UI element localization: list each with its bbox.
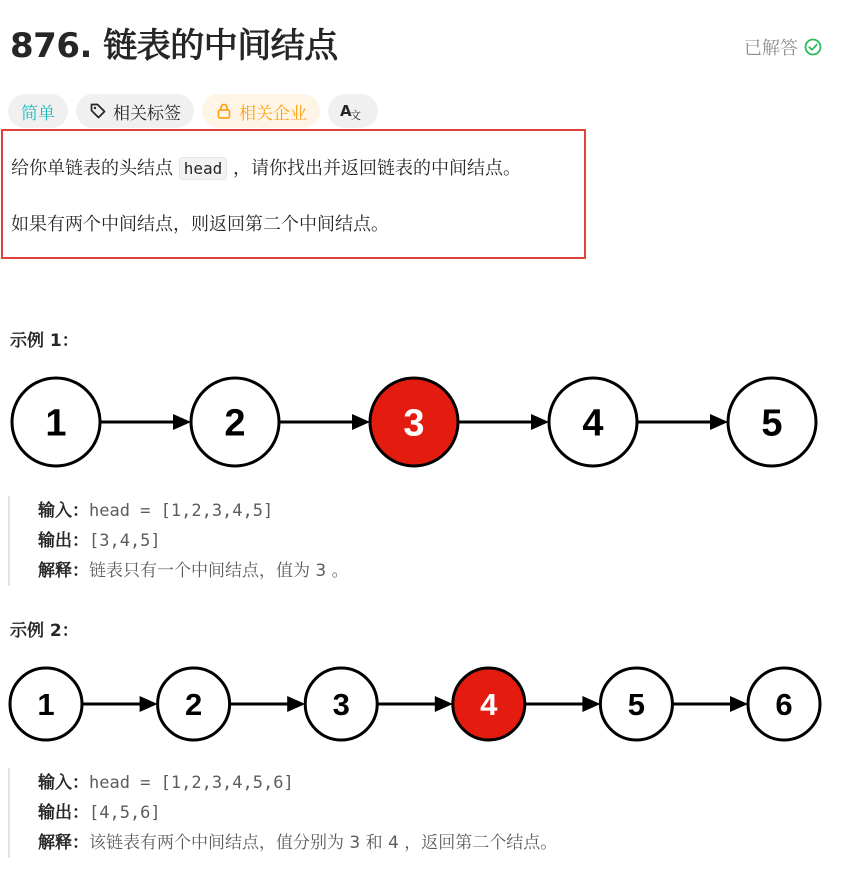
- arrow-head-icon: [287, 696, 305, 712]
- companies-tag-label: 相关企业: [239, 103, 307, 124]
- solved-label: 已解答: [744, 38, 798, 59]
- output-value: [3,4,5]: [89, 531, 161, 551]
- tag-icon: [89, 102, 107, 120]
- output-label: 输出：: [38, 531, 89, 551]
- description-text: ，请你找出并返回链表的中间结点。: [227, 158, 521, 179]
- list-node-value: 4: [582, 402, 604, 445]
- example-2-diagram: [0, 661, 842, 751]
- arrow-head-icon: [435, 696, 453, 712]
- list-node-value: 4: [480, 687, 498, 723]
- list-node-value: 5: [627, 687, 646, 723]
- difficulty-label: 简单: [21, 103, 55, 124]
- example-2-title: 示例 2：: [10, 621, 79, 641]
- svg-text:A: A: [340, 102, 352, 120]
- example-2-block: [8, 768, 557, 858]
- topics-tag-label: 相关标签: [113, 103, 181, 124]
- list-node-value: 3: [332, 687, 350, 723]
- tag-bar: [8, 94, 378, 128]
- output-label: 输出：: [38, 803, 89, 823]
- explain-value: 链表只有一个中间结点，值为 3 。: [89, 561, 349, 581]
- explain-label: 解释：: [38, 833, 89, 853]
- companies-tag-button[interactable]: [202, 94, 320, 128]
- input-value: head = [1,2,3,4,5]: [89, 501, 274, 521]
- svg-text:文: 文: [350, 109, 361, 121]
- description-paragraph-2: 如果有两个中间结点，则返回第二个中间结点。: [11, 214, 389, 235]
- output-value: [4,5,6]: [89, 803, 161, 823]
- list-node-value: 1: [45, 402, 67, 445]
- page-title: 876. 链表的中间结点: [10, 26, 338, 66]
- inline-code-head: head: [179, 157, 228, 180]
- explain-label: 解释：: [38, 561, 89, 581]
- list-node-value: 3: [403, 402, 425, 445]
- arrow-head-icon: [710, 414, 728, 430]
- example-1-title: 示例 1：: [10, 331, 79, 351]
- check-circle-icon: [804, 38, 822, 56]
- list-node-value: 2: [184, 687, 203, 723]
- list-node-value: 5: [761, 402, 783, 445]
- arrow-head-icon: [173, 414, 191, 430]
- solved-status: [744, 34, 822, 60]
- list-node-value: 1: [37, 687, 55, 723]
- input-label: 输入：: [38, 501, 89, 521]
- list-node-value: 6: [775, 687, 793, 723]
- description-text: 给你单链表的头结点: [11, 158, 179, 179]
- description-box: [1, 129, 586, 259]
- list-node-value: 2: [224, 402, 246, 445]
- translate-button[interactable]: [328, 94, 378, 128]
- topics-tag-button[interactable]: [76, 94, 194, 128]
- arrow-head-icon: [140, 696, 158, 712]
- translate-icon: [339, 101, 361, 121]
- lock-icon: [215, 102, 233, 120]
- arrow-head-icon: [582, 696, 600, 712]
- arrow-head-icon: [352, 414, 370, 430]
- difficulty-badge[interactable]: [8, 94, 68, 128]
- input-value: head = [1,2,3,4,5,6]: [89, 773, 294, 793]
- arrow-head-icon: [531, 414, 549, 430]
- description-paragraph-1: [11, 155, 576, 183]
- arrow-head-icon: [730, 696, 748, 712]
- explain-value: 该链表有两个中间结点，值分别为 3 和 4 ，返回第二个结点。: [89, 833, 558, 853]
- example-1-block: [8, 496, 349, 586]
- input-label: 输入：: [38, 773, 89, 793]
- example-1-diagram: [0, 372, 842, 472]
